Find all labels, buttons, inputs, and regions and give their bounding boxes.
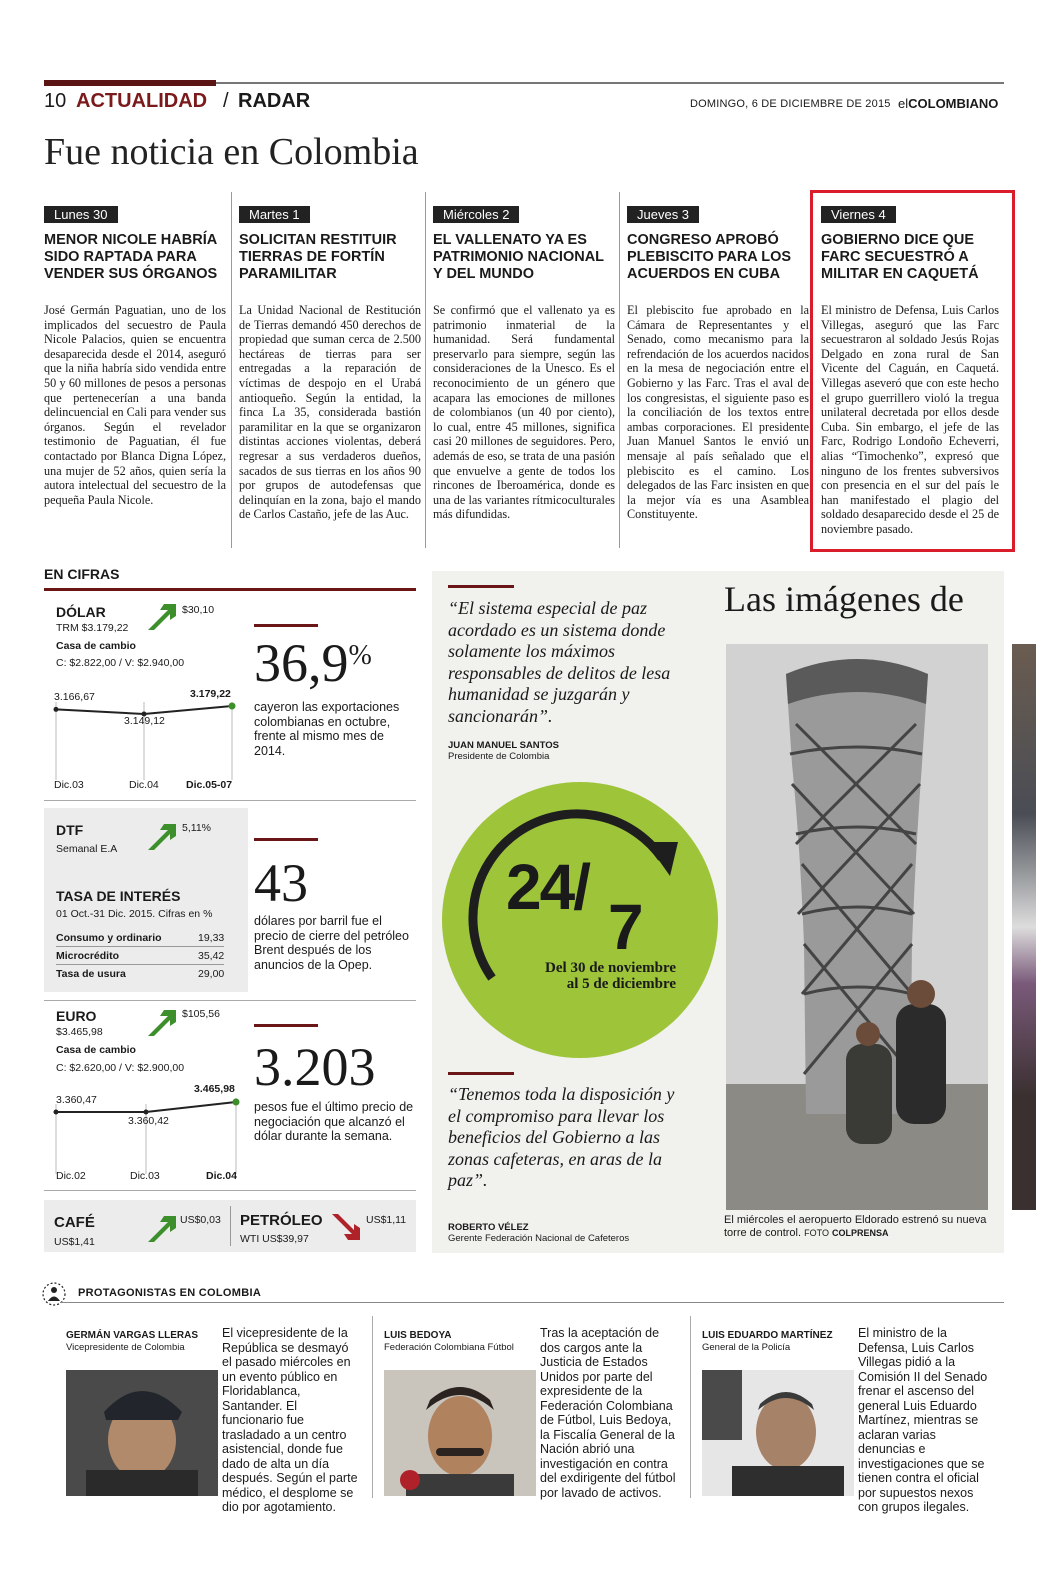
protagonist-photo (702, 1370, 854, 1496)
dolar-point (229, 703, 236, 710)
dolar-change: $30,10 (182, 604, 215, 616)
protagonist-photo (384, 1370, 536, 1496)
tasa-row-label: Tasa de usura (56, 968, 126, 980)
dtf-name: DTF (56, 822, 84, 838)
arrow-up-icon (146, 820, 178, 852)
protagonist-role: Federación Colombiana Fútbol (384, 1342, 514, 1353)
protagonist-name: LUIS BEDOYA (384, 1330, 452, 1341)
cafe-change: US$0,03 (180, 1214, 221, 1226)
week-circle-range-1: Del 30 de noviembre (545, 960, 676, 976)
images-title: Las imágenes de (724, 579, 964, 619)
day-body: José Germán Paguatian, uno de los implicados del secuestro de Paula Nicole Palacios, quien se encuentra desaparecida desde el 2014, aseguró que la niña habría sido vendida entre 50 y 60 millones de pesos a personas que pertenecerían a una banda delincuencial en Cali para vender sus órganos. Según el revelador testimonio de Paguatian, él fue contactado por Blanca Digna López, una mujer de 52 años, quien sería la autora intelectual del secuestro de la pequeña Paula Nicole. (44, 303, 226, 507)
tasa-row-value: 35,42 (198, 950, 225, 962)
dolar-point-label: 3.149,12 (124, 715, 165, 727)
arrow-down-icon (330, 1212, 362, 1244)
column-divider (425, 192, 426, 548)
quote-santos: “El sistema especial de paz acordado es un sistema donde solamente los máximos responsables de delitos de lesa humanidad se juzgarán y sancionarán”. (448, 598, 671, 726)
day-badge: Miércoles 2 (433, 206, 519, 223)
bignum-exports-unit: % (348, 640, 372, 671)
protagonist-divider (372, 1316, 373, 1498)
quote-velez-role: Gerente Federación Nacional de Cafeteros (448, 1233, 630, 1244)
caption-credit-label: FOTO (804, 1228, 829, 1238)
protagonist-role: Vicepresidente de Colombia (66, 1342, 185, 1353)
protagonistas-label: PROTAGONISTAS EN COLOMBIA (78, 1287, 262, 1299)
tasa-row-divider (56, 946, 224, 947)
petroleo-name: PETRÓLEO (240, 1212, 323, 1229)
cifras-divider (44, 800, 416, 801)
euro-value: $3.465,98 (56, 1026, 103, 1038)
protagonist-photo (66, 1370, 218, 1496)
quote-accent (448, 585, 514, 588)
newspaper-brand (898, 96, 998, 111)
day-column-lunes (44, 192, 226, 507)
euro-point (144, 1110, 149, 1115)
protagonist-name: LUIS EDUARDO MARTÍNEZ (702, 1330, 833, 1341)
bignum-brent-desc: dólares por barril fue el precio de cierre del petróleo Brent después de los anuncios de la Opep. (254, 914, 409, 972)
euro-date-label: Dic.03 (130, 1170, 160, 1182)
protagonist-text: El vicepresidente de la República se desmayó el pasado miércoles en un evento público en Floridablanca, Santander. El funcionario fue trasladado a un centro asistencial, donde fue dado de alta un día después. Según el parte médico, el desplome se dio por agotamiento. (222, 1326, 358, 1514)
quote-santos-author: JUAN MANUEL SANTOS (448, 740, 560, 751)
caption-text: El miércoles el aeropuerto Eldorado estrenó su nueva torre de control. (724, 1214, 987, 1239)
euro-date-label: Dic.04 (206, 1170, 237, 1182)
day-body: Se confirmó que el vallenato ya es patrimonio inmaterial de la humanidad. Será fundamental preservarlo para siempre, según las consideraciones de la Unesco. Es el reconocimiento de un género que acapara las emociones de millones de colombianos (un 40 por ciento), lo cual, entre 45 millones, significa casi 20 millones de seguidores. Pero, además de eso, se trata de una pasión que envuelve a gente de todos los rincones de Iberoamérica, donde es una de las variantes rítmicoculturales más difundidas. (433, 303, 615, 522)
bignum-accent (254, 838, 318, 841)
protagonist-role: General de la Policía (702, 1342, 791, 1353)
dolar-name: DÓLAR (56, 604, 106, 620)
arrow-up-icon (146, 600, 178, 632)
tasa-name: TASA DE INTERÉS (56, 888, 181, 904)
cifras-divider (44, 1000, 416, 1001)
arrow-up-icon (146, 1006, 178, 1038)
tasa-row-value: 19,33 (198, 932, 225, 944)
bignum-dolar-value: 3.203 (254, 1037, 376, 1097)
quote-velez-author: ROBERTO VÉLEZ (448, 1222, 529, 1233)
header-accent-bar (44, 80, 216, 86)
bignum-accent (254, 1024, 318, 1027)
euro-point-label: 3.465,98 (194, 1083, 235, 1095)
dolar-compra-venta: C: $2.822,00 / V: $2.940,00 (56, 657, 185, 669)
cifras-rule (44, 588, 416, 591)
portrait-illustration (384, 1370, 536, 1496)
protagonist-text: El ministro de la Defensa, Luis Carlos Villegas pidió a la Comisión II del Senado frenar el ascenso del general Luis Eduardo Martínez, mientras se aclaran varias denuncias e investigaciones que se tienen contra el oficial por supuestos nexos con grupos ilegales. (858, 1326, 988, 1514)
day-badge: Lunes 30 (44, 206, 118, 223)
bignum-brent-value: 43 (254, 853, 308, 913)
page-title: Fue noticia en Colombia (44, 131, 419, 173)
portrait-illustration (66, 1370, 218, 1496)
euro-casa-label: Casa de cambio (56, 1044, 136, 1056)
tasa-sub: 01 Oct.-31 Dic. 2015. Cifras en % (56, 908, 213, 920)
dolar-casa-label: Casa de cambio (56, 640, 136, 652)
control-tower-illustration (726, 644, 988, 1210)
dolar-point (54, 707, 59, 712)
euro-point (54, 1109, 59, 1114)
euro-compra-venta: C: $2.620,00 / V: $2.900,00 (56, 1062, 185, 1074)
control-tower-photo (726, 644, 988, 1210)
header-rule (216, 82, 1004, 84)
dtf-sub: Semanal E.A (56, 843, 118, 855)
day-headline: SOLICITAN RESTITUIR TIERRAS DE FORTÍN PARAMILITAR (239, 232, 397, 282)
brand-name: COLOMBIANO (908, 96, 999, 111)
cafe-value: US$1,41 (54, 1236, 95, 1248)
cafe-petroleo-divider (230, 1206, 231, 1246)
day-headline: CONGRESO APROBÓ PLEBISCITO PARA LOS ACUERDOS EN CUBA (627, 232, 792, 282)
protagonistas-rule (60, 1302, 1004, 1303)
euro-point-label: 3.360,42 (128, 1115, 169, 1127)
petroleo-value: WTI US$39,97 (240, 1233, 309, 1245)
subsection-name: RADAR (238, 90, 311, 112)
day-column-martes (239, 192, 421, 522)
bignum-accent (254, 624, 318, 627)
bignum-exports (254, 633, 372, 693)
day-column-jueves (627, 192, 809, 522)
cifras-label: EN CIFRAS (44, 566, 120, 582)
day-body: La Unidad Nacional de Restitución de Tierras demandó 450 derechos de propiedad que suman cerca de 2.500 hectáreas de tierras para ser entregadas a la reparación de víctimas de despojo en el Urabá antioqueño. Según la entidad, la finca La 35, considerada bastión paramilitar en la que se organizaron distintas acciones violentas, deberá regresar a sus verdaderos dueños, sacados de sus tierras en los años 90 por grupos de autodefensas que delinquían en la zona, bajo el mando de Carlos Castaño, jefe de las Auc. (239, 303, 421, 522)
dolar-date-label: Dic.03 (54, 779, 84, 791)
quote-santos-role: Presidente de Colombia (448, 751, 550, 762)
tasa-row-divider (56, 964, 224, 965)
bignum-exports-desc: cayeron las exportaciones colombianas en octubre, frente al mismo mes de 2014. (254, 700, 400, 758)
day-headline: MENOR NICOLE HABRÍA SIDO RAPTADA PARA VENDER SUS ÓRGANOS (44, 232, 218, 282)
caption-credit: COLPRENSA (832, 1228, 889, 1238)
column-divider (619, 192, 620, 548)
quote-velez: “Tenemos toda la disposición y el compromiso para llevar los beneficios del Gobierno a las zonas cafeteras, en aras de la paz”. (448, 1084, 675, 1190)
arrow-up-icon (146, 1212, 178, 1244)
dolar-point-label: 3.166,67 (54, 691, 95, 703)
day-column-miercoles (433, 192, 615, 522)
portrait-illustration (702, 1370, 854, 1496)
day-column-viernes (821, 192, 999, 537)
week-circle-range-2: al 5 de diciembre (566, 976, 676, 992)
bignum-exports-value: 36,9 (254, 633, 349, 693)
euro-name: EURO (56, 1008, 97, 1024)
day-badge: Viernes 4 (821, 206, 896, 223)
euro-point (233, 1099, 240, 1106)
day-badge: Jueves 3 (627, 206, 699, 223)
dolar-point-label: 3.179,22 (190, 688, 231, 700)
week-circle-number-a: 24/ (506, 851, 589, 923)
page-number: 10 (44, 90, 67, 112)
tasa-row-label: Microcrédito (56, 950, 120, 962)
protagonist-name: GERMÁN VARGAS LLERAS (66, 1330, 199, 1341)
euro-change: $105,56 (182, 1008, 220, 1020)
section-name: ACTUALIDAD (76, 90, 208, 112)
petroleo-change: US$1,11 (366, 1214, 407, 1226)
dolar-date-label: Dic.04 (129, 779, 159, 791)
brand-prefix: el (898, 96, 909, 111)
day-body: El ministro de Defensa, Luis Carlos Villegas, aseguró que las Farc secuestraron al soldado Jesús Rojas Delgado en zona rural de San Vicente del Caguán, en Caquetá. Villegas aseveró que con este hecho el grupo guerrillero violó la tregua unilateral decretada por ellos desde Cuba. Sin embargo, el jefe de las Farc, Rodrigo Londoño Echeverri, alias “Timochenko”, expresó que ninguno de los frentes subversivos con presencia en el sur del país le han manifestado el plagio del soldado desaparecido desde el 25 de noviembre pasado. (821, 303, 999, 536)
bignum-dolar-desc: pesos fue el último precio de negociación que alcanzó el dólar durante la semana. (254, 1100, 414, 1143)
cafe-name: CAFÉ (54, 1214, 95, 1231)
dtf-change: 5,11% (182, 822, 211, 834)
euro-point-label: 3.360,47 (56, 1094, 97, 1106)
day-headline: EL VALLENATO YA ES PATRIMONIO NACIONAL Y DEL MUNDO (433, 232, 604, 282)
issue-date: DOMINGO, 6 DE DICIEMBRE DE 2015 (690, 98, 891, 110)
day-body: El plebiscito fue aprobado en la Cámara de Representantes y el Senado, como mecanismo para la refrendación de los acuerdos nacidos en la mesa de negociación entre el Gobierno y las Farc. Tras el aval de los congresistas, el siguiente paso es la conciliación de los textos entre ambas corporaciones. El presidente Juan Manuel Santos le envió un mensaje al país señalado que el plebiscito es el camino. Los delegados de las Farc insisten en que la mejor vía es una Asamblea Constituyente. (627, 303, 809, 522)
day-badge: Martes 1 (239, 206, 310, 223)
section-separator: / (223, 90, 229, 112)
side-photo-strip (1012, 644, 1036, 1210)
tasa-row-value: 29,00 (198, 968, 225, 980)
euro-date-label: Dic.02 (56, 1170, 86, 1182)
column-divider (231, 192, 232, 548)
day-headline: GOBIERNO DICE QUE FARC SECUESTRÓ A MILITAR EN CAQUETÁ (821, 232, 979, 282)
quote-accent (448, 1072, 514, 1075)
photo-caption (724, 1214, 1004, 1240)
protagonist-divider (690, 1316, 691, 1498)
cifras-divider (44, 1190, 416, 1191)
protagonist-text: Tras la aceptación de dos cargos ante la Justicia de Estados Unidos por parte del expresidente de la Federación Colombiana de Fútbol, Luis Bedoya, la Fiscalía General de la Nación abrió una investigación en contra del exdirigente del fútbol por lavado de activos. (540, 1326, 676, 1500)
tasa-row-label: Consumo y ordinario (56, 932, 162, 944)
week-circle-number-b: 7 (608, 891, 644, 963)
dolar-date-label: Dic.05-07 (186, 779, 233, 791)
dolar-trm: TRM $3.179,22 (56, 622, 129, 634)
